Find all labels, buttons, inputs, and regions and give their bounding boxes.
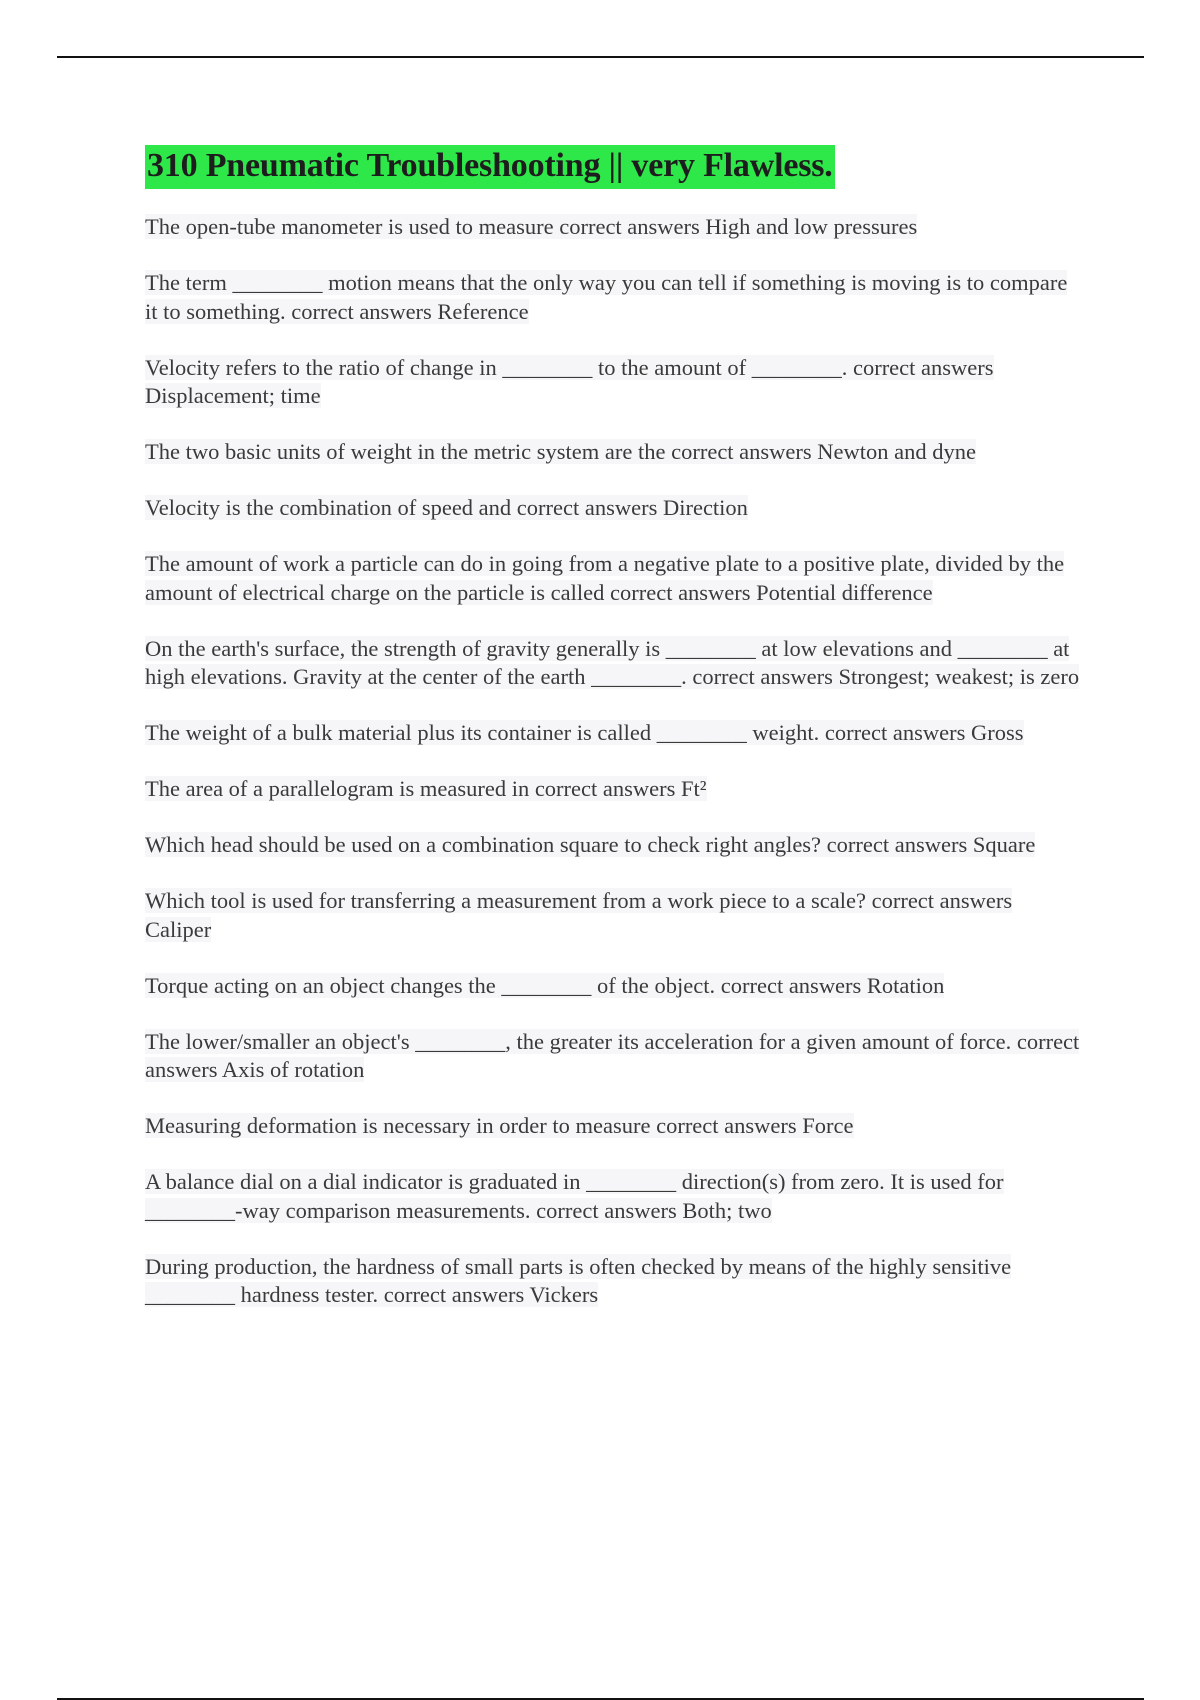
question-text: Measuring deformation is necessary in order to measure correct answers Force	[145, 1113, 854, 1138]
list-item	[145, 1168, 1080, 1225]
question-text: The lower/smaller an object's ________, the greater its acceleration for a given amount of force. correct answers Axis of rotation	[145, 1028, 1080, 1082]
question-text: The two basic units of weight in the metric system are the correct answers Newton and dyne	[145, 439, 976, 464]
list-item	[145, 1112, 1080, 1141]
question-text: The open-tube manometer is used to measure correct answers High and low pressures	[145, 214, 918, 239]
question-text: The amount of work a particle can do in going from a negative plate to a positive plate, divided by the amount of electrical charge on the particle is called correct answers Potential difference	[145, 551, 1065, 605]
list-item	[145, 213, 1080, 242]
top-rule	[57, 56, 1144, 58]
question-text: The term ________ motion means that the only way you can tell if something is moving is to compare it to something. correct answers Reference	[145, 270, 1068, 324]
question-text: During production, the hardness of small parts is often checked by means of the highly sensitive ________ hardness tester. correct answers Vickers	[145, 1253, 1012, 1307]
question-text: Velocity is the combination of speed and correct answers Direction	[145, 495, 748, 520]
document-body	[145, 145, 1080, 1337]
question-text: Velocity refers to the ratio of change in ________ to the amount of ________. correct answers Displacement; time	[145, 354, 994, 408]
list-item	[145, 494, 1080, 523]
list-item	[145, 831, 1080, 860]
question-text: On the earth's surface, the strength of gravity generally is ________ at low elevations and ________ at high elevations. Gravity at the center of the earth ________. correct answers Strongest; weakest; is zero	[145, 635, 1080, 689]
list-item	[145, 887, 1080, 944]
question-text: The weight of a bulk material plus its container is called ________ weight. correct answers Gross	[145, 720, 1024, 745]
question-text: Torque acting on an object changes the ________ of the object. correct answers Rotation	[145, 972, 945, 998]
document-title: 310 Pneumatic Troubleshooting || very Flawless.	[145, 145, 835, 189]
list-item	[145, 775, 1080, 804]
list-item	[145, 635, 1080, 692]
list-item	[145, 438, 1080, 467]
question-text: A balance dial on a dial indicator is graduated in ________ direction(s) from zero. It is used for ________-way comparison measurements. correct answers Both; two	[145, 1169, 1004, 1223]
list-item	[145, 719, 1080, 748]
list-item	[145, 972, 1080, 1001]
list-item	[145, 1028, 1080, 1085]
question-text: Which tool is used for transferring a measurement from a work piece to a scale? correct answers Caliper	[145, 888, 1013, 942]
list-item	[145, 354, 1080, 411]
question-text: The area of a parallelogram is measured in correct answers Ft²	[145, 776, 707, 801]
list-item	[145, 269, 1080, 326]
list-item	[145, 1253, 1080, 1310]
question-text: Which head should be used on a combination square to check right angles? correct answers Square	[145, 832, 1036, 857]
question-list	[145, 213, 1080, 1310]
list-item	[145, 550, 1080, 607]
